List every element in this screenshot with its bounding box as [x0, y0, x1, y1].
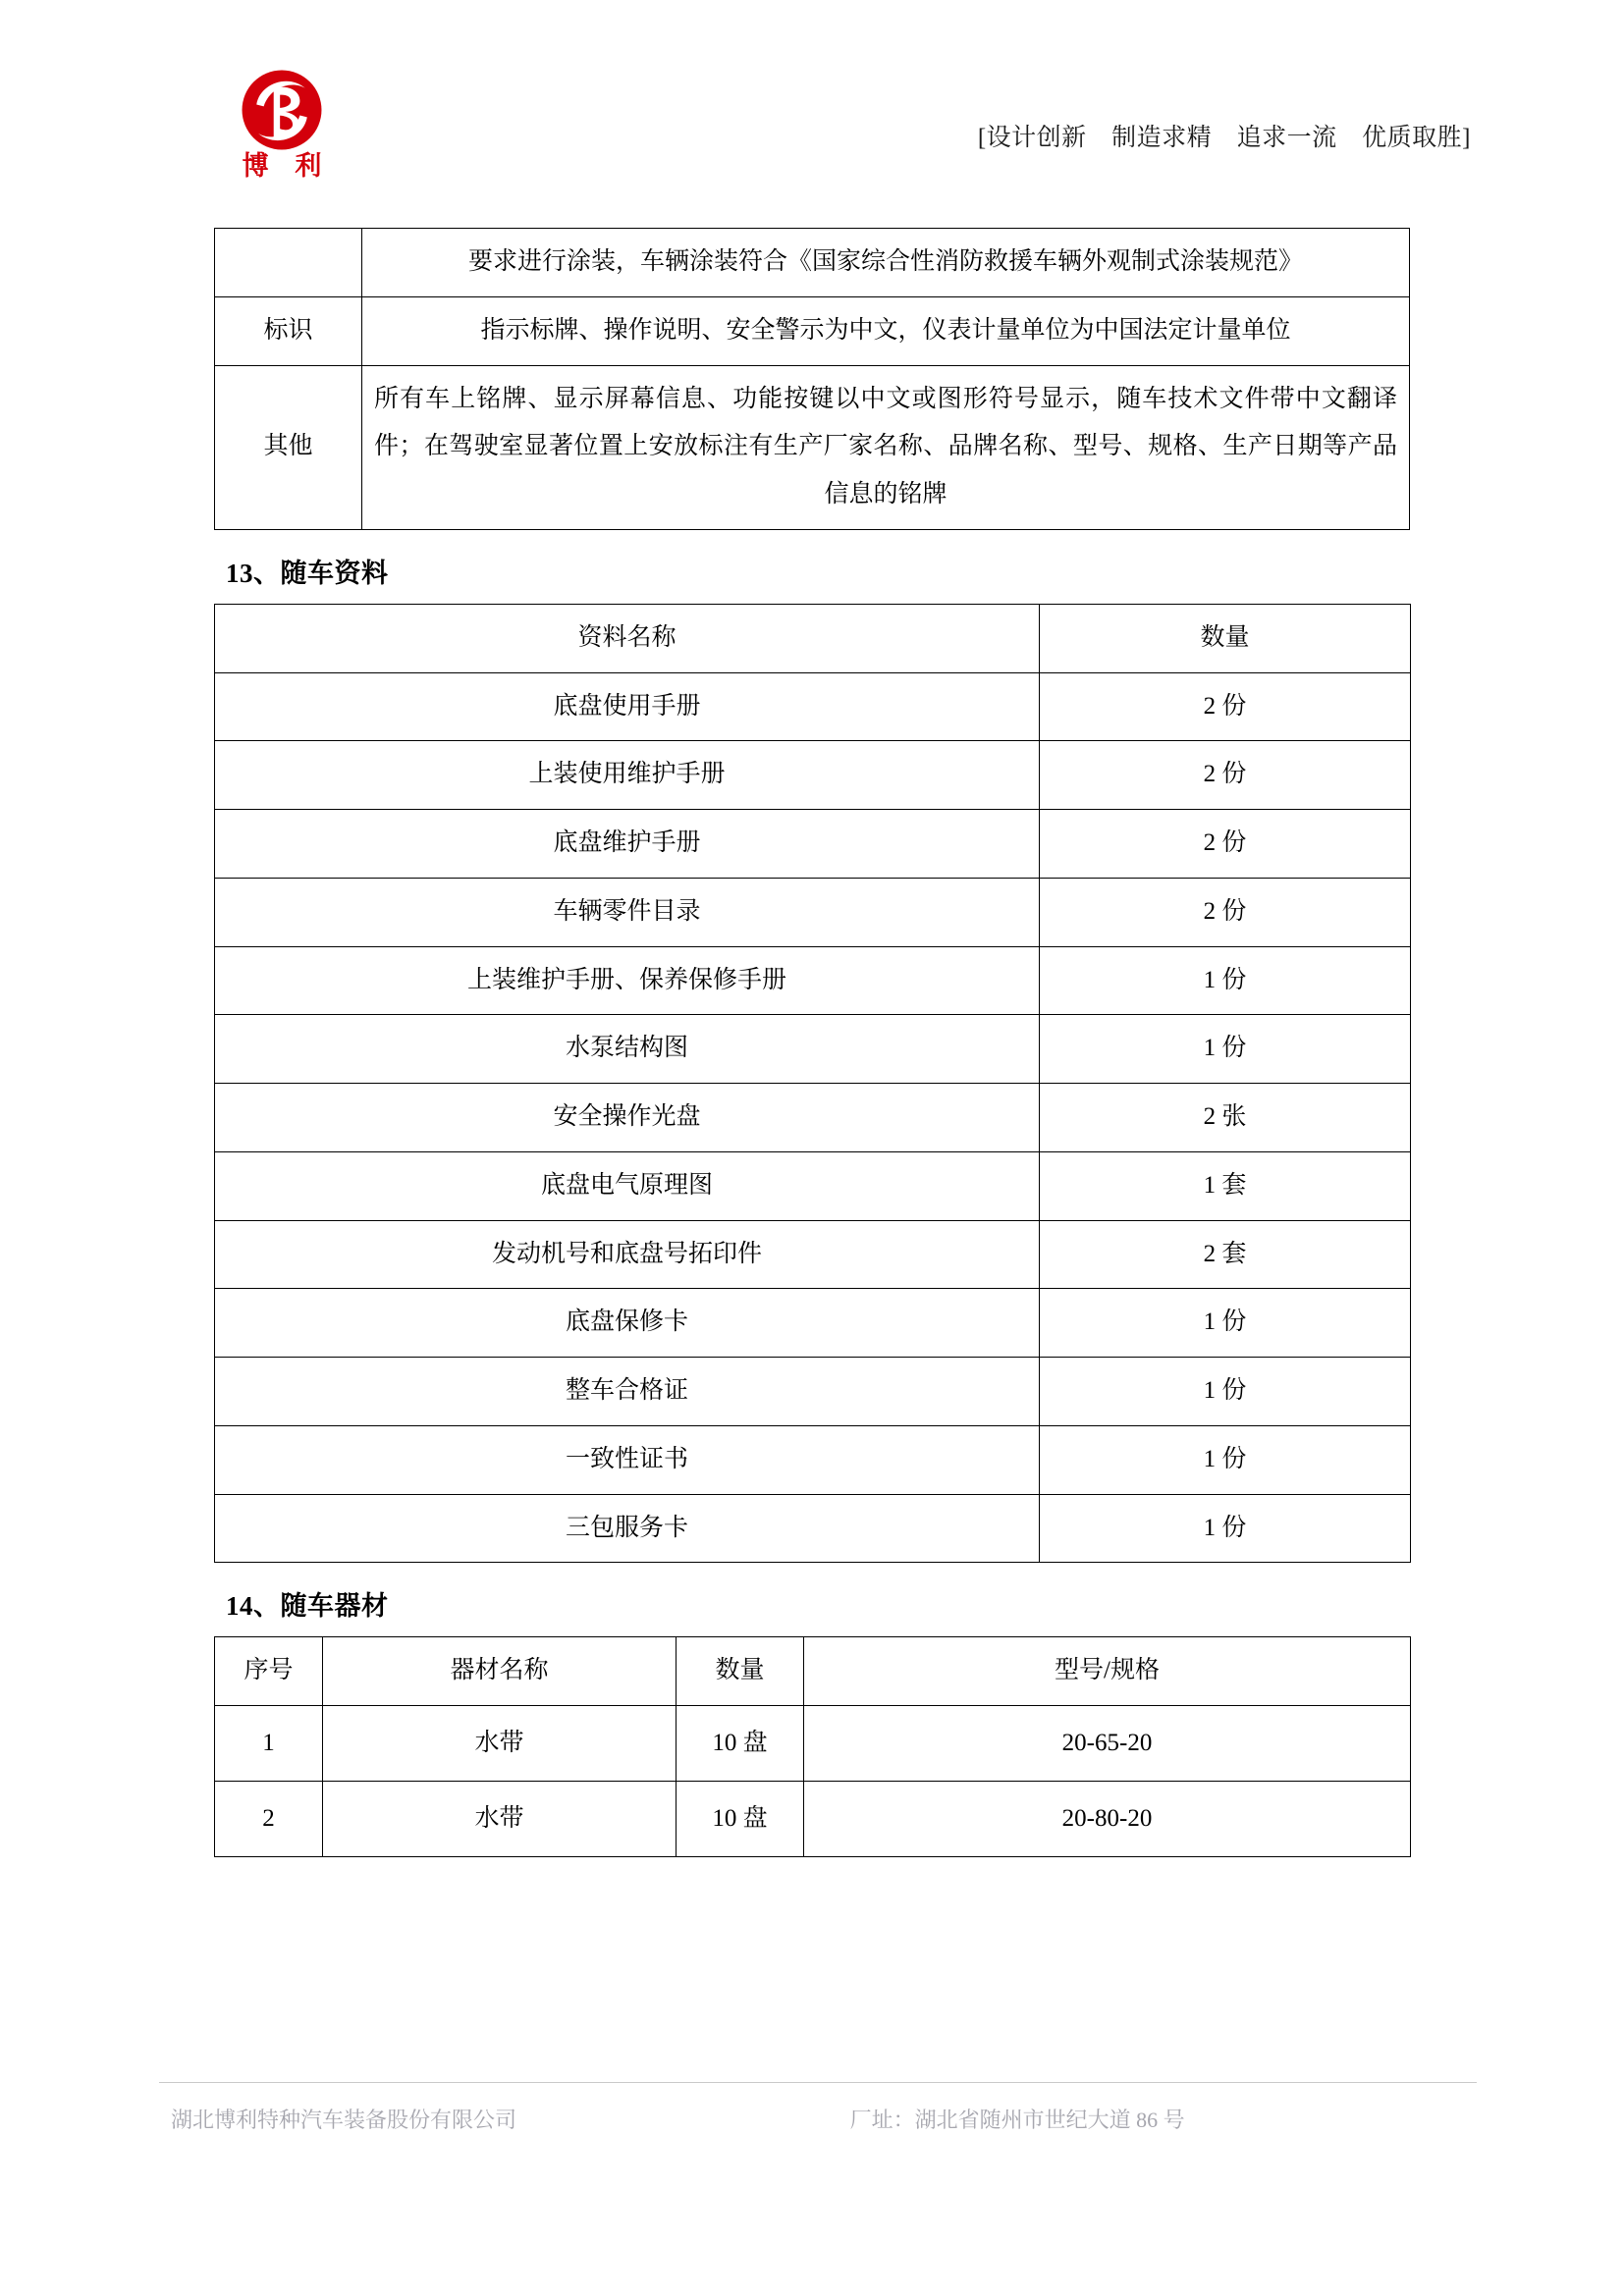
doc-qty: 2 份	[1040, 672, 1411, 741]
column-header-name: 资料名称	[215, 604, 1040, 672]
equipment-spec: 20-80-20	[804, 1782, 1411, 1857]
doc-name: 整车合格证	[215, 1358, 1040, 1426]
doc-qty: 2 份	[1040, 878, 1411, 946]
doc-name: 底盘维护手册	[215, 810, 1040, 879]
doc-qty: 1 份	[1040, 1015, 1411, 1084]
table-row	[215, 1358, 1411, 1426]
doc-qty: 1 份	[1040, 1289, 1411, 1358]
table-row	[215, 741, 1411, 810]
page-footer	[171, 2082, 1477, 2151]
doc-qty: 1 份	[1040, 1425, 1411, 1494]
column-header-name: 器材名称	[323, 1637, 677, 1706]
doc-qty: 1 套	[1040, 1151, 1411, 1220]
header-tagline: [设计创新 制造求精 追求一流 优质取胜]	[977, 125, 1471, 151]
table-row	[215, 810, 1411, 879]
doc-name: 底盘电气原理图	[215, 1151, 1040, 1220]
table-row	[215, 1015, 1411, 1084]
doc-qty: 1 份	[1040, 946, 1411, 1015]
doc-name: 安全操作光盘	[215, 1084, 1040, 1152]
doc-qty: 2 份	[1040, 810, 1411, 879]
section-title-13: 13、随车资料	[226, 558, 389, 588]
footer-divider	[159, 2082, 1477, 2083]
doc-name: 底盘使用手册	[215, 672, 1040, 741]
column-header-spec: 型号/规格	[804, 1637, 1411, 1706]
table-header-row	[215, 604, 1411, 672]
equipment-index: 1	[215, 1706, 323, 1782]
column-header-index: 序号	[215, 1637, 323, 1706]
table-row	[215, 1151, 1411, 1220]
doc-qty: 1 份	[1040, 1494, 1411, 1563]
page-header	[147, 57, 1477, 194]
table-row	[215, 1220, 1411, 1289]
table-row	[215, 1782, 1411, 1857]
spec-label: 标识	[215, 296, 362, 365]
spec-text: 要求进行涂装，车辆涂装符合《国家综合性消防救援车辆外观制式涂装规范》	[362, 229, 1410, 297]
table-row	[215, 365, 1410, 529]
column-header-qty: 数量	[677, 1637, 804, 1706]
table-row	[215, 296, 1410, 365]
footer-company-name: 湖北博利特种汽车装备股份有限公司	[171, 2108, 517, 2132]
spec-table	[214, 228, 1410, 530]
table-row	[215, 672, 1411, 741]
doc-name: 上装使用维护手册	[215, 741, 1040, 810]
boli-circular-logo-icon	[237, 65, 327, 155]
section-title-14: 14、随车器材	[226, 1591, 389, 1622]
onboard-documents-table	[214, 604, 1411, 1564]
table-row	[215, 1084, 1411, 1152]
spec-label	[215, 229, 362, 297]
company-logo	[208, 65, 355, 180]
table-row	[215, 1706, 1411, 1782]
equipment-qty: 10 盘	[677, 1706, 804, 1782]
equipment-name: 水带	[323, 1706, 677, 1782]
table-row	[215, 1494, 1411, 1563]
logo-wordmark: 博 利	[242, 151, 332, 181]
spec-text: 所有车上铭牌、显示屏幕信息、功能按键以中文或图形符号显示，随车技术文件带中文翻译件；在驾驶室显著位置上安放标注有生产厂家名称、品牌名称、型号、规格、生产日期等产品信息的铭牌	[362, 365, 1410, 529]
table-row	[215, 878, 1411, 946]
spec-label: 其他	[215, 365, 362, 529]
doc-qty: 2 份	[1040, 741, 1411, 810]
equipment-qty: 10 盘	[677, 1782, 804, 1857]
footer-address: 厂址：湖北省随州市世纪大道 86 号	[849, 2108, 1185, 2132]
page-content	[214, 228, 1410, 1857]
spec-text: 指示标牌、操作说明、安全警示为中文，仪表计量单位为中国法定计量单位	[362, 296, 1410, 365]
column-header-qty: 数量	[1040, 604, 1411, 672]
equipment-spec: 20-65-20	[804, 1706, 1411, 1782]
doc-name: 底盘保修卡	[215, 1289, 1040, 1358]
table-row	[215, 946, 1411, 1015]
table-row	[215, 229, 1410, 297]
doc-name: 水泵结构图	[215, 1015, 1040, 1084]
onboard-equipment-table	[214, 1636, 1411, 1857]
doc-qty: 2 张	[1040, 1084, 1411, 1152]
doc-name: 一致性证书	[215, 1425, 1040, 1494]
table-header-row	[215, 1637, 1411, 1706]
doc-name: 发动机号和底盘号拓印件	[215, 1220, 1040, 1289]
table-row	[215, 1289, 1411, 1358]
equipment-name: 水带	[323, 1782, 677, 1857]
doc-name: 上装维护手册、保养保修手册	[215, 946, 1040, 1015]
equipment-index: 2	[215, 1782, 323, 1857]
table-row	[215, 1425, 1411, 1494]
doc-name: 车辆零件目录	[215, 878, 1040, 946]
doc-name: 三包服务卡	[215, 1494, 1040, 1563]
doc-qty: 1 份	[1040, 1358, 1411, 1426]
doc-qty: 2 套	[1040, 1220, 1411, 1289]
